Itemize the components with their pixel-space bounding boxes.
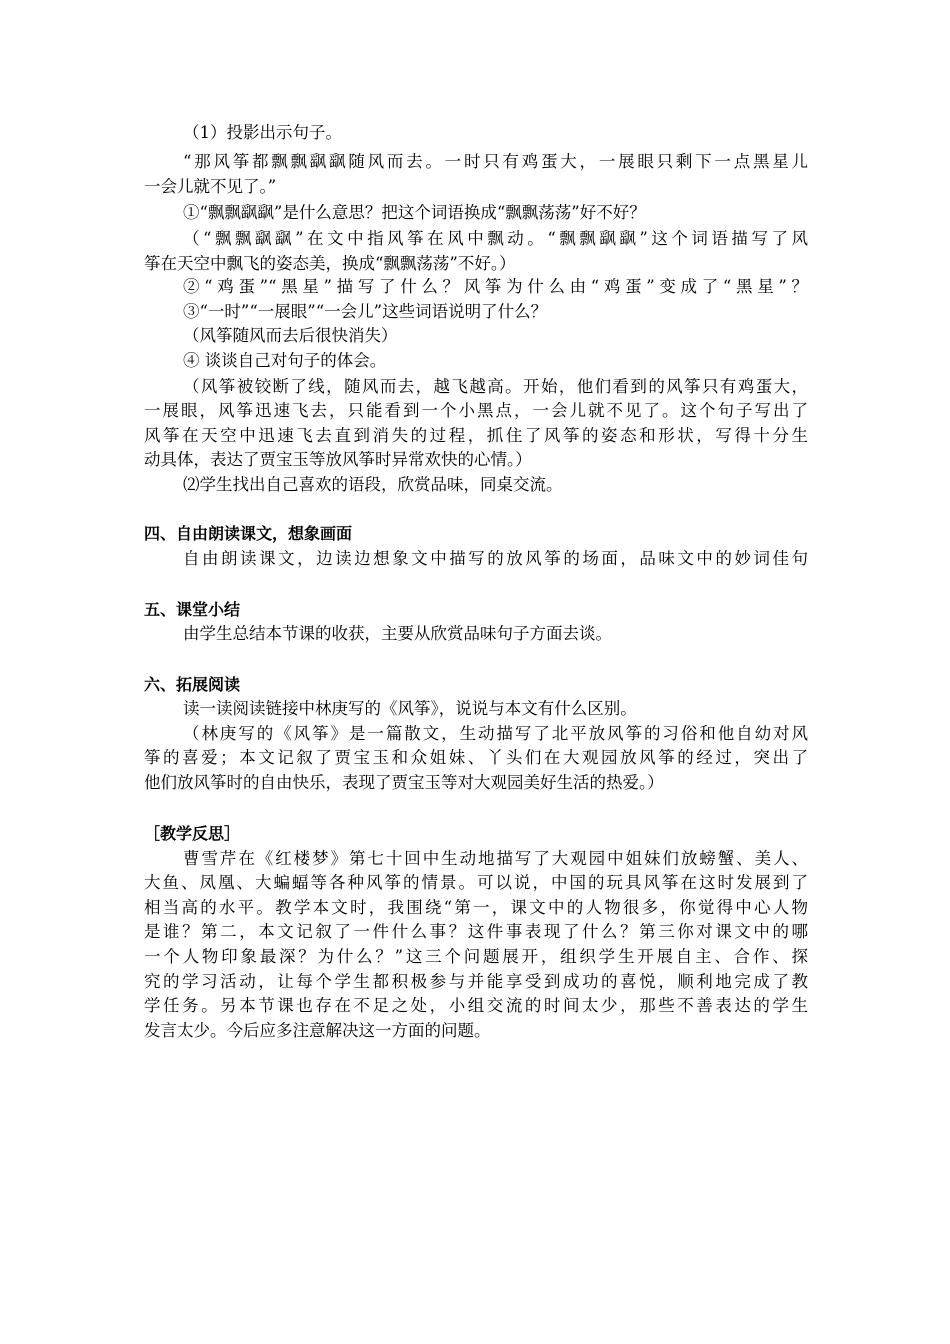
- section-six-answer-line-1: （林庚写的《风筝》是一篇散文，生动描写了北平放风筝的习俗和他自幼对风: [183, 724, 808, 743]
- reflection-line-5: 一个人物印象最深？为什么？”这三个问题展开，组织学生开展自主、合作、探: [144, 947, 808, 966]
- item1-title: （1）投影出示句子。: [183, 123, 342, 142]
- reflection-heading: ［教学反思］: [144, 824, 241, 843]
- section-five-heading: 五、课堂小结: [144, 600, 241, 619]
- section-five-body: 由学生总结本节课的收获，主要从欣赏品味句子方面去谈。: [183, 624, 612, 643]
- item2: ⑵学生找出自己喜欢的语段，欣赏品味，同桌交流。: [183, 475, 563, 494]
- section-six-answer-line-3: 他们放风筝时的自由快乐，表现了贾宝玉等对大观园美好生活的热爱。）: [144, 773, 664, 792]
- answer-1-line-2: 筝在天空中飘飞的姿态美，换成“飘飘荡荡”不好。）: [144, 254, 516, 273]
- section-six-answer-line-2: 筝的喜爱；本文记叙了贾宝玉和众姐妹、丫头们在大观园放风筝的经过，突出了: [144, 748, 808, 767]
- question-1: ①“飘飘飖飖”是什么意思？把这个词语换成“飘飘荡荡”好不好？: [183, 203, 646, 222]
- reflection-line-6: 究的学习活动，让每个学生都积极参与并能享受到成功的喜悦，顺利地完成了教: [144, 972, 808, 991]
- answer-3: （风筝随风而去后很快消失）: [183, 326, 398, 345]
- section-four-heading: 四、自由朗读课文，想象画面: [144, 524, 353, 543]
- reflection-line-1: 曹雪芹在《红楼梦》第七十回中生动地描写了大观园中姐妹们放螃蟹、美人、: [183, 849, 808, 868]
- reflection-line-2: 大鱼、凤凰、大蝙蝠等各种风筝的情景。可以说，中国的玩具风筝在这时发展到了: [144, 873, 808, 892]
- section-four-body: 自由朗读课文，边读边想象文中描写的放风筝的场面，品味文中的妙词佳句: [183, 549, 808, 568]
- quote-line-1: “那风筝都飘飘飖飖随风而去。一时只有鸡蛋大，一展眼只剩下一点黑星儿: [183, 152, 808, 171]
- reflection-line-8: 发言太少。今后应多注意解决这一方面的问题。: [144, 1021, 491, 1040]
- reflection-line-7: 学任务。另本节课也存在不足之处，小组交流的时间太少，那些不善表达的学生: [144, 996, 808, 1015]
- question-3: ③“一时”“一展眼”“一会儿”这些词语说明了什么？: [183, 302, 548, 321]
- answer-4-line-3: 风筝在天空中迅速飞去直到消失的过程，抓住了风筝的姿态和形状，写得十分生: [144, 426, 808, 445]
- question-4: ④ 谈谈自己对句子的体会。: [183, 351, 387, 370]
- reflection-line-3: 相当高的水平。教学本文时，我围绕“第一，课文中的人物很多，你觉得中心人物: [144, 898, 808, 917]
- section-six-heading: 六、拓展阅读: [144, 675, 241, 694]
- answer-1-line-1: （“飘飘飖飖”在文中指风筝在风中飘动。“飘飘飖飖”这个词语描写了风: [183, 229, 808, 248]
- question-2: ②“鸡蛋”“黑星”描写了什么？风筝为什么由“鸡蛋”变成了“黑星”？: [183, 277, 808, 296]
- section-six-body: 读一读阅读链接中林庚写的《风筝》，说说与本文有什么区别。: [183, 699, 637, 718]
- reflection-line-4: 是谁？第二，本文记叙了一件什么事？这件事表现了什么？第三你对课文中的哪: [144, 922, 808, 941]
- answer-4-line-2: 一展眼，风筝迅速飞去，只能看到一个小黑点，一会儿就不见了。这个句子写出了: [144, 401, 808, 420]
- answer-4-line-1: （风筝被铰断了线，随风而去，越飞越高。开始，他们看到的风筝只有鸡蛋大，: [183, 377, 808, 396]
- answer-4-line-4: 动具体，表达了贾宝玉等放风筝时异常欢快的心情。）: [144, 450, 532, 469]
- quote-line-2: 一会儿就不见了。”: [144, 177, 277, 196]
